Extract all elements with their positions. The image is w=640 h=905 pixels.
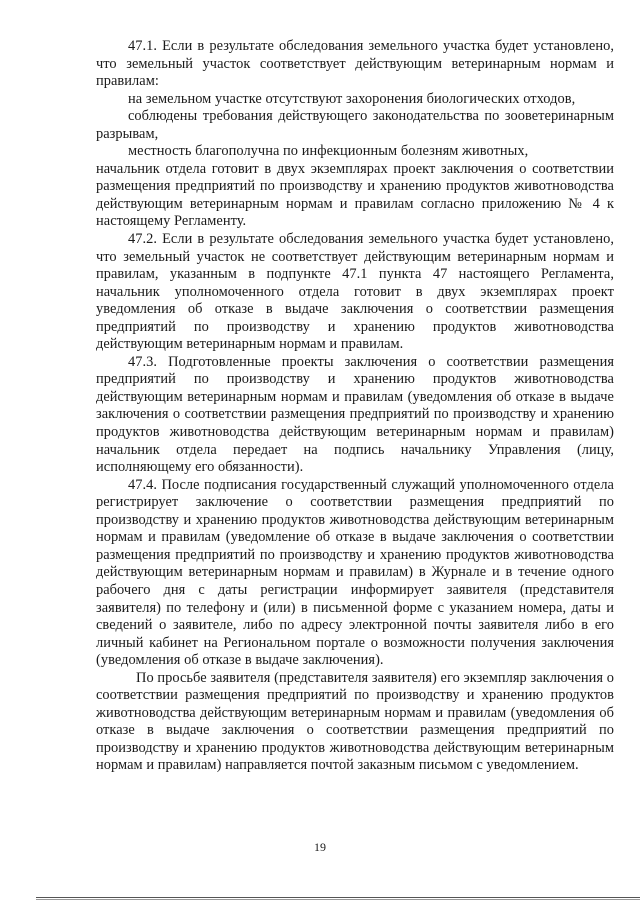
list-item-infection-free: местность благополучна по инфекционным болезням животных,: [128, 143, 529, 160]
paragraph-47-3: 47.3. Подготовленные проекты заключения о соответствии размещения предприятий по производству и хранению продуктов животноводства действующим ветеринарным нормам и правилам (уведомления об отказе в выдаче заключения о соответствии размещения предприятий по производству и хранению продуктов животноводства действующим ветеринарным нормам и правилам) начальник отдела передает на подпись начальнику Управления (лицу, исполняющему его обязанности).: [96, 353, 614, 476]
list-item-distances: соблюдены требования действующего законодательства по зооветеринарным разрывам,: [96, 108, 614, 142]
paragraph-by-request: По просьбе заявителя (представителя заявителя) его экземпляр заключения о соответствии размещения предприятий по производству и хранению продуктов животноводства действующим ветеринарным нормам и правилам (уведомления об отказе в выдаче заключения о соответствии размещения предприятий по производству и хранению продуктов животноводства действующим ветеринарным нормам и правилам) направляется почтой заказным письмом с уведомлением.: [96, 669, 614, 774]
paragraph-conclusion-draft: начальник отдела готовит в двух экземплярах проект заключения о соответствии размещения предприятий по производству и хранению продуктов животноводства действующим ветеринарным нормам и правилам согласно приложению № 4 к настоящему Регламенту.: [96, 160, 614, 230]
paragraph-47-4: 47.4. После подписания государственный служащий уполномоченного отдела регистрирует заключение о соответствии размещения предприятий по производству и хранению продуктов животноводства действующим ветеринарным нормам и правилам (уведомление об отказе в выдаче заключения о соответствии размещения предприятий по производству и хранению продуктов животноводства действующим ветеринарным нормам и правилам) в Журнале и в течение одного рабочего дня с даты регистрации информирует заявителя (представителя заявителя) по телефону и (или) в письменной форме с указанием номера, даты и сведений о заявителе, либо по адресу электронной почты заявителя либо в его личный кабинет на Региональном портале о возможности получения заключения (уведомления об отказе в выдаче заключения).: [96, 476, 614, 669]
paragraph-47-2: 47.2. Если в результате обследования земельного участка будет установлено, что земельный участок не соответствует действующим ветеринарным нормам и правилам, указанным в подпункте 47.1 пункта 47 настоящего Регламента, начальник уполномоченного отдела готовит в двух экземплярах проект уведомления об отказе в выдаче заключения о соответствии размещения предприятий по производству и хранению продуктов животноводства действующим ветеринарным нормам и правилам.: [96, 231, 614, 353]
page-number: 19: [314, 840, 326, 854]
scan-edge-line: [36, 897, 640, 898]
paragraph-47-1: 47.1. Если в результате обследования земельного участка будет установлено, что земельный участок соответствует действующим ветеринарным нормам и правилам:: [96, 38, 614, 90]
document-page: [96, 38, 614, 775]
scan-edge-line-secondary: [36, 899, 640, 900]
list-item-no-burials: на земельном участке отсутствуют захоронения биологических отходов,: [128, 90, 576, 107]
